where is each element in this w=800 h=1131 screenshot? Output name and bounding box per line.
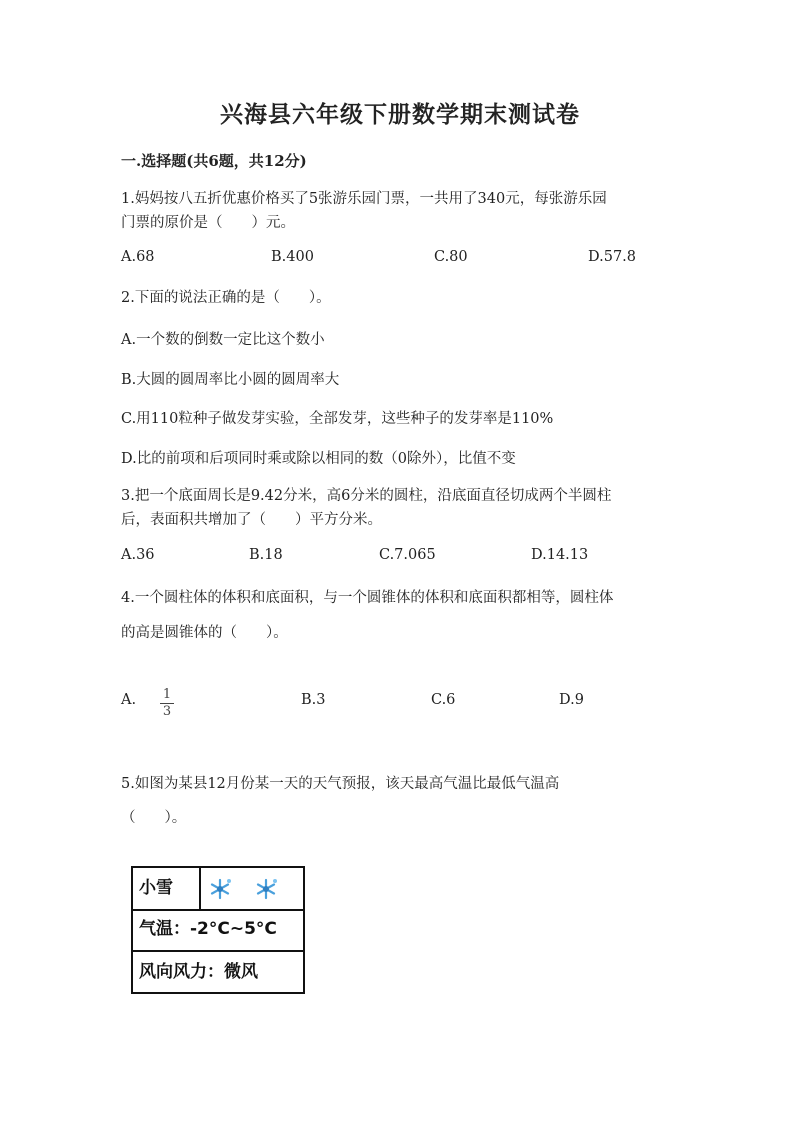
- snowflake-icon: [253, 877, 279, 901]
- fraction-one-third: [160, 688, 174, 719]
- weather-forecast-figure: [131, 866, 305, 994]
- weather-row-condition: [133, 868, 303, 911]
- question-3-option-d: D.14.13: [531, 547, 589, 563]
- fraction-denominator: 3: [162, 704, 172, 719]
- question-4-option-a: A.: [121, 692, 137, 708]
- question-3-line-1: 3.把一个底面周长是9.42分米，高6分米的圆柱，沿底面直径切成两个半圆柱: [121, 488, 612, 504]
- section-heading: 一.选择题(共6题，共12分): [121, 152, 307, 170]
- question-4-line-2: 的高是圆锥体的（ ）。: [121, 625, 288, 641]
- weather-temperature: 气温：-2°C~5°C: [139, 919, 277, 939]
- weather-divider: [199, 868, 201, 909]
- question-2-option-a: A.一个数的倒数一定比这个数小: [121, 332, 325, 348]
- question-3-line-2: 后，表面积共增加了（ ）平方分米。: [121, 512, 382, 528]
- weather-wind: 风向风力：微风: [139, 962, 258, 982]
- question-2-option-b: B.大圆的圆周率比小圆的圆周率大: [121, 372, 340, 388]
- page-title: 兴海县六年级下册数学期末测试卷: [220, 101, 580, 128]
- question-4-option-b: B.3: [301, 692, 326, 708]
- question-2-line-1: 2.下面的说法正确的是（ ）。: [121, 290, 331, 306]
- weather-row-wind: [133, 952, 303, 993]
- question-2-option-c: C.用110粒种子做发芽实验，全部发芽，这些种子的发芽率是110%: [121, 411, 554, 427]
- snowflake-icon: [207, 877, 233, 901]
- question-4-line-1: 4.一个圆柱体的体积和底面积，与一个圆锥体的体积和底面积都相等，圆柱体: [121, 590, 614, 606]
- weather-row-temperature: [133, 909, 303, 952]
- question-3-option-b: B.18: [249, 547, 283, 563]
- question-1-option-c: C.80: [434, 249, 468, 265]
- question-1-option-a: A.68: [121, 249, 155, 265]
- fraction-numerator: 1: [162, 687, 172, 702]
- question-5-line-1: 5.如图为某县12月份某一天的天气预报，该天最高气温比最低气温高: [121, 776, 560, 792]
- question-1-option-d: D.57.8: [588, 249, 637, 265]
- question-4-option-c: C.6: [431, 692, 456, 708]
- question-3-option-c: C.7.065: [379, 547, 436, 563]
- question-2-option-d: D.比的前项和后项同时乘或除以相同的数（0除外），比值不变: [121, 451, 516, 467]
- question-3-option-a: A.36: [121, 547, 155, 563]
- weather-condition: 小雪: [139, 878, 173, 898]
- question-1-option-b: B.400: [271, 249, 314, 265]
- question-1-line-1: 1.妈妈按八五折优惠价格买了5张游乐园门票，一共用了340元，每张游乐园: [121, 191, 607, 207]
- question-1-line-2: 门票的原价是（ ）元。: [121, 215, 295, 231]
- question-5-line-2: （ ）。: [121, 810, 187, 826]
- question-4-option-d: D.9: [559, 692, 584, 708]
